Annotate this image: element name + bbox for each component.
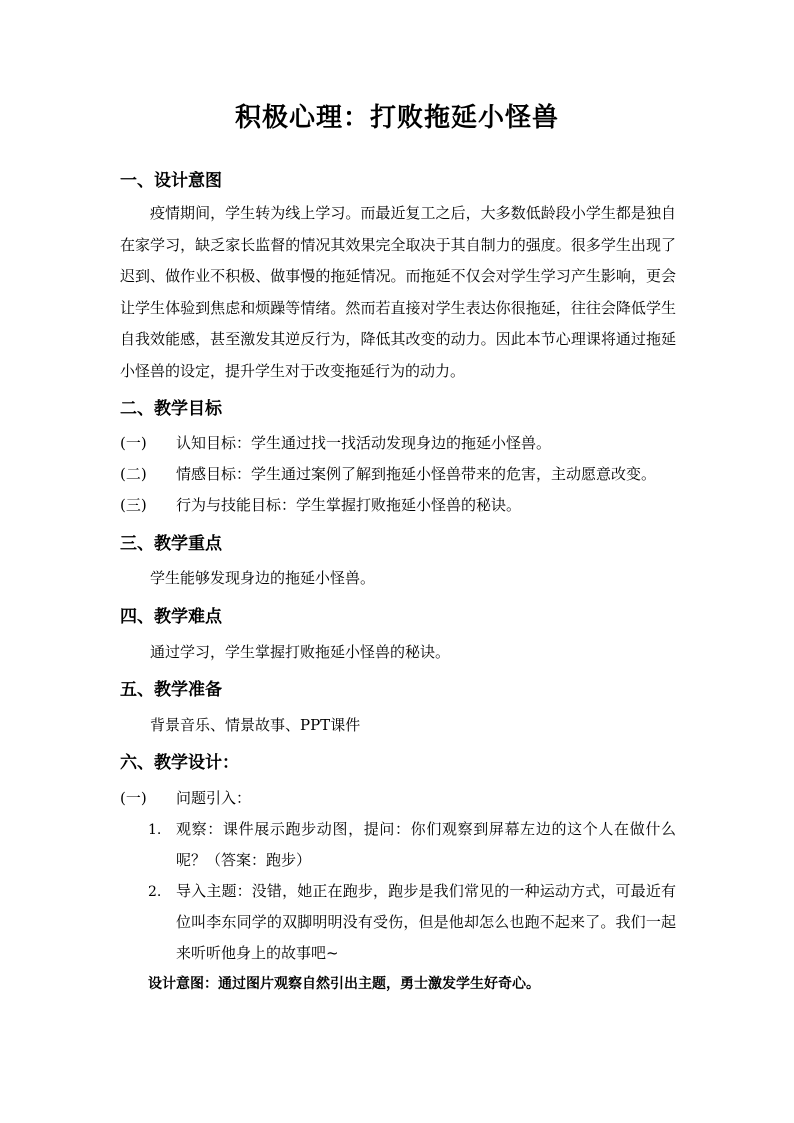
heading-teaching-goals: 二、教学目标 (120, 399, 222, 419)
goal-marker-2: (二) (120, 465, 147, 483)
goal-item-emotional: 情感目标：学生通过案例了解到拖延小怪兽带来的危害，主动愿意改变。 (176, 465, 657, 483)
design-sub-title: 问题引入： (176, 789, 252, 807)
step-number-1: 1. (148, 822, 162, 838)
heading-preparation: 五、教学准备 (120, 680, 222, 700)
heading-teaching-design: 六、教学设计： (120, 753, 239, 773)
heading-key-points: 三、教学重点 (120, 534, 222, 554)
step-number-2: 2. (148, 884, 162, 900)
step-text-introduce: 导入主题：没错，她正在跑步，跑步是我们常见的一种运动方式，可最近有位叫李东同学的双脚明明没有受伤，但是他却怎么也跑不起来了。我们一起来听听他身上的故事吧~ (176, 882, 676, 962)
heading-design-intent: 一、设计意图 (120, 171, 222, 191)
design-intent-paragraph: 疫情期间，学生转为线上学习。而最近复工之后，大多数低龄段小学生都是独自在家学习，缺乏家长监督的情况其效果完全取决于其自制力的强度。很多学生出现了迟到、做作业不积极、做事慢的拖延情况。而拖延不仅会对学生学习产生影响，更会让学生体验到焦虑和烦躁等情绪。然而若直接对学生表达你很拖延，往往会降低学生自我效能感，甚至激发其逆反行为，降低其改变的动力。因此本节心理课将通过拖延小怪兽的设定，提升学生对于改变拖延行为的动力。 (120, 204, 676, 380)
preparation-text: 背景音乐、情景故事、PPT课件 (150, 716, 361, 734)
design-intent-note: 设计意图：通过图片观察自然引出主题，勇士激发学生好奇心。 (148, 976, 540, 992)
goal-item-cognitive: 认知目标：学生通过找一找活动发现身边的拖延小怪兽。 (176, 434, 552, 452)
goal-item-behavior: 行为与技能目标：学生掌握打败拖延小怪兽的秘诀。 (176, 496, 522, 514)
step-text-observe: 观察：课件展示跑步动图，提问：你们观察到屏幕左边的这个人在做什么呢？（答案：跑步） (176, 820, 676, 869)
design-sub-marker: (一) (120, 789, 147, 807)
goal-marker-1: (一) (120, 434, 147, 452)
goal-marker-3: (三) (120, 496, 147, 514)
heading-difficulties: 四、教学难点 (120, 607, 222, 627)
key-points-text: 学生能够发现身边的拖延小怪兽。 (150, 569, 376, 587)
difficulties-text: 通过学习，学生掌握打败拖延小怪兽的秘诀。 (150, 643, 451, 661)
document-title: 积极心理：打败拖延小怪兽 (234, 103, 559, 133)
